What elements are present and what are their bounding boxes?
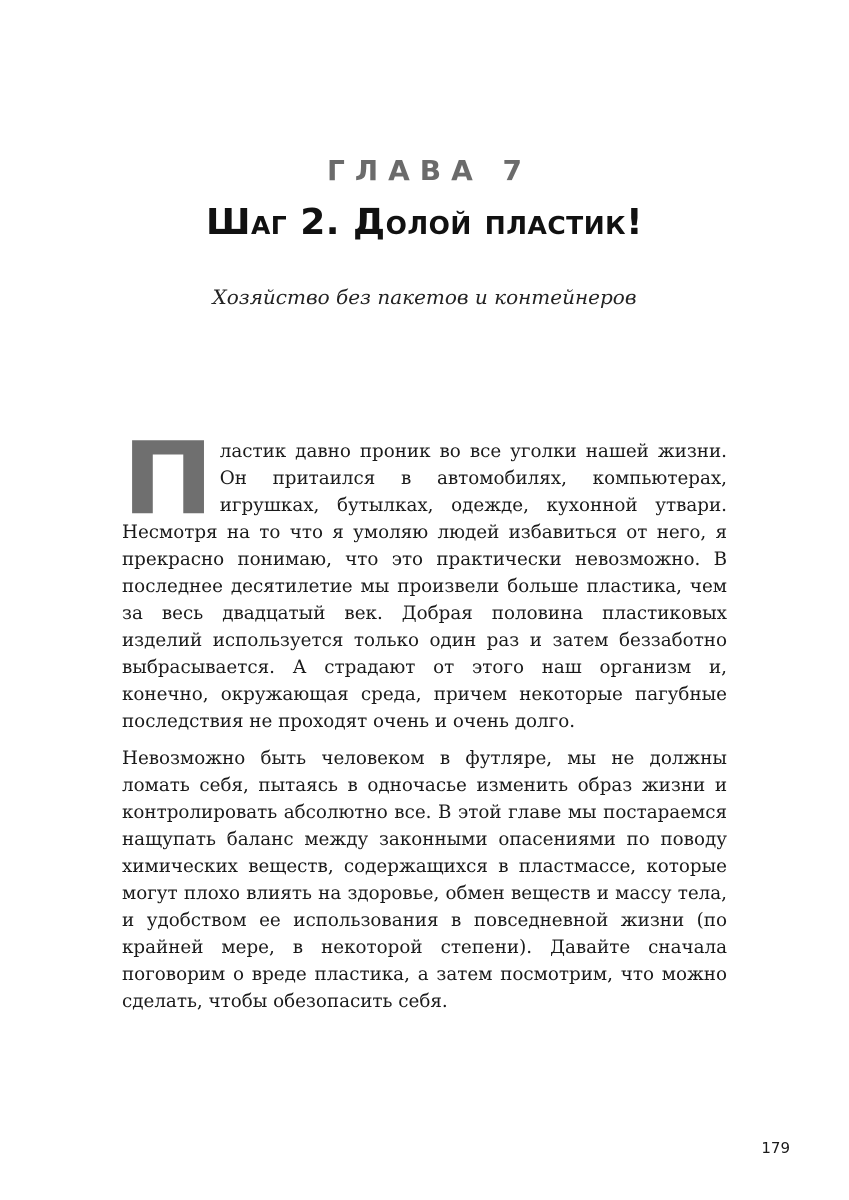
chapter-title: Шаг 2. Долой пластик! xyxy=(205,202,644,243)
body-text xyxy=(122,420,727,1015)
drop-cap: П xyxy=(122,420,215,537)
chapter-label: ГЛАВА 7 xyxy=(326,154,532,187)
paragraph-1 xyxy=(122,420,727,735)
chapter-subtitle: Хозяйство без пакетов и контейнеров xyxy=(212,285,637,309)
page-number: 179 xyxy=(761,1139,790,1157)
paragraph-1-text: ластик давно проник во все уголки нашей жизни. Он притаился в автомобилях, компьютерах, игрушках, бутылках, одежде, кухонной утвари. Несмотря на то что я умоляю людей избавиться от него, я прекрасно понимаю, что это практически невозможно. В последнее десятилетие мы произвели больше пластика, чем за весь двадцатый век. Добрая половина пластиковых изделий используется только один раз и затем беззаботно выбрасывается. А страдают от этого наш организм и, конечно, окружающая среда, причем некоторые пагубные последствия не проходят очень и очень долго. xyxy=(122,441,727,732)
paragraph-2: Невозможно быть человеком в футляре, мы не должны ломать себя, пытаясь в одночасье изменить образ жизни и контролировать абсолютно все. В этой главе мы постараемся нащупать баланс между законными опасениями по поводу химических веществ, содержащихся в пластмассе, которые могут плохо влиять на здоровье, обмен веществ и массу тела, и удобством ее использования в повседневной жизни (по крайней мере, в некоторой степени). Давайте сначала поговорим о вреде пластика, а затем посмотрим, что можно сделать, чтобы обезопасить себя. xyxy=(122,748,727,1012)
